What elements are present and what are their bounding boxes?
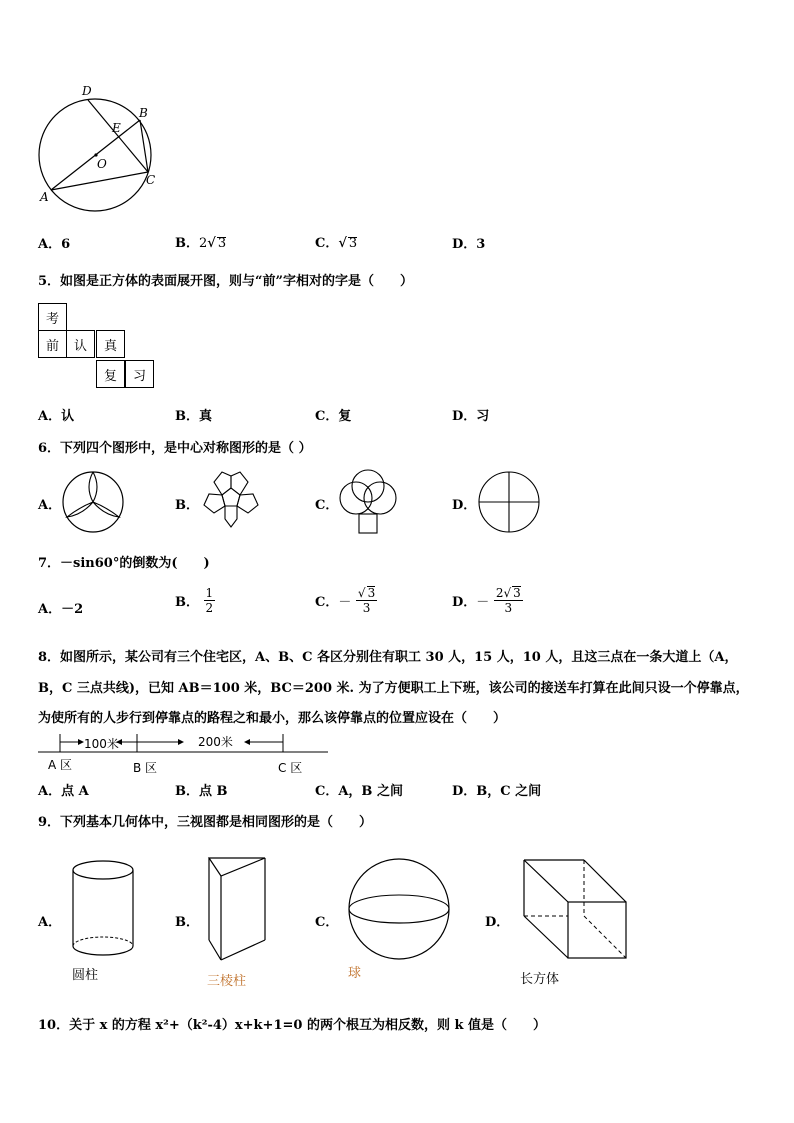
road-label-c: C 区 [278,761,303,775]
segment-da [48,100,98,192]
q4-option-a[interactable]: A．6 [38,237,71,252]
net-cell-xi: 习 [125,360,154,388]
label-b: B [139,106,148,120]
q6-figure-d [477,470,541,534]
road-label-b: B 区 [133,761,158,775]
label-o: O [97,157,107,171]
net-cell-kao: 考 [38,303,67,331]
q5-option-a[interactable]: A．认 [38,409,75,424]
q8-option-d[interactable]: D．B，C 之间 [452,784,542,799]
q8-line-1: 8．如图所示，某公司有三个住宅区，A、B、C 各区分别住有职工 30 人，15 人，10 人，且这三点在一条大道上（A， [38,650,738,665]
q9-stem: 9．下列基本几何体中，三视图都是相同图形的是（ ） [38,815,373,830]
q6-option-a[interactable]: A． [38,498,62,513]
q4-option-b[interactable]: B．2√ 3 [175,236,227,251]
q5-option-c[interactable]: C．复 [315,409,352,424]
q6-figure-c [338,470,398,534]
q7-option-a[interactable]: A．－2 [38,602,84,617]
q8-option-b[interactable]: B．点 B [175,784,228,799]
q9-option-b[interactable]: B． [175,915,199,930]
road-label-bc: 200米 [198,735,233,749]
q6-figure-b [198,470,264,536]
q8-line-2: B，C 三点共线)，已知 AB＝100 米，BC＝200 米. 为了方便职工上下班，该公司的接送车打算在此间只设一个停靠点， [38,681,749,696]
cylinder-figure [72,860,136,960]
sphere-figure [348,858,452,962]
net-cell-qian: 前 [38,330,67,358]
q8-option-c[interactable]: C．A，B 之间 [315,784,403,799]
label-d: D [82,84,92,98]
triangular-prism-figure [207,856,269,966]
caption-cuboid: 长方体 [520,972,560,987]
q5-option-b[interactable]: B．真 [175,409,212,424]
q6-stem: 6．下列四个图形中，是中心对称图形的是（ ） [38,441,312,456]
label-a: A [40,190,49,204]
q9-option-a[interactable]: A． [38,915,62,930]
caption-sphere: 球 [348,966,362,981]
q7-option-c[interactable]: C．－ $\frac{√ 3}{3}$ [315,586,376,615]
q7-stem: 7．－sin60°的倒数为( ) [38,556,210,571]
label-c: C [146,173,156,187]
q7-option-d[interactable]: D．－ $\frac{2√ 3}{3}$ [452,586,521,615]
cuboid-figure [520,858,630,962]
q6-option-c[interactable]: C． [315,498,339,513]
q6-option-b[interactable]: B． [175,498,199,513]
road-label-ab: 100米 [84,737,119,751]
q4-option-c[interactable]: C．√ 3 [315,236,358,251]
circle-figure [0,0,200,220]
road-diagram [38,728,338,758]
q6-option-d[interactable]: D． [452,498,477,513]
q9-option-c[interactable]: C． [315,915,339,930]
q7-option-b[interactable]: B． $\frac{1}{2}$ [175,586,214,615]
q6-figure-a [62,471,124,533]
net-cell-fu: 复 [96,360,125,388]
q5-stem: 5．如图是正方体的表面展开图，则与“前”字相对的字是（ ） [38,274,414,289]
q5-option-d[interactable]: D．习 [452,409,490,424]
caption-cylinder: 圆柱 [72,968,99,983]
q9-option-d[interactable]: D． [485,915,510,930]
q4-option-d[interactable]: D．3 [452,237,486,252]
q10-stem: 10．关于 x 的方程 x²+（k²-4）x+k+1=0 的两个根互为相反数，则 k 值是（ ） [38,1018,547,1033]
q8-option-a[interactable]: A．点 A [38,784,89,799]
caption-prism: 三棱柱 [207,974,247,989]
road-label-a: A 区 [48,758,73,772]
net-cell-ren: 认 [66,330,95,358]
q8-line-3: 为使所有的人步行到停靠点的路程之和最小，那么该停靠点的位置应设在（ ） [38,711,507,726]
net-cell-zhen: 真 [96,330,125,358]
label-e: E [112,121,121,135]
segment-ac [51,172,148,190]
